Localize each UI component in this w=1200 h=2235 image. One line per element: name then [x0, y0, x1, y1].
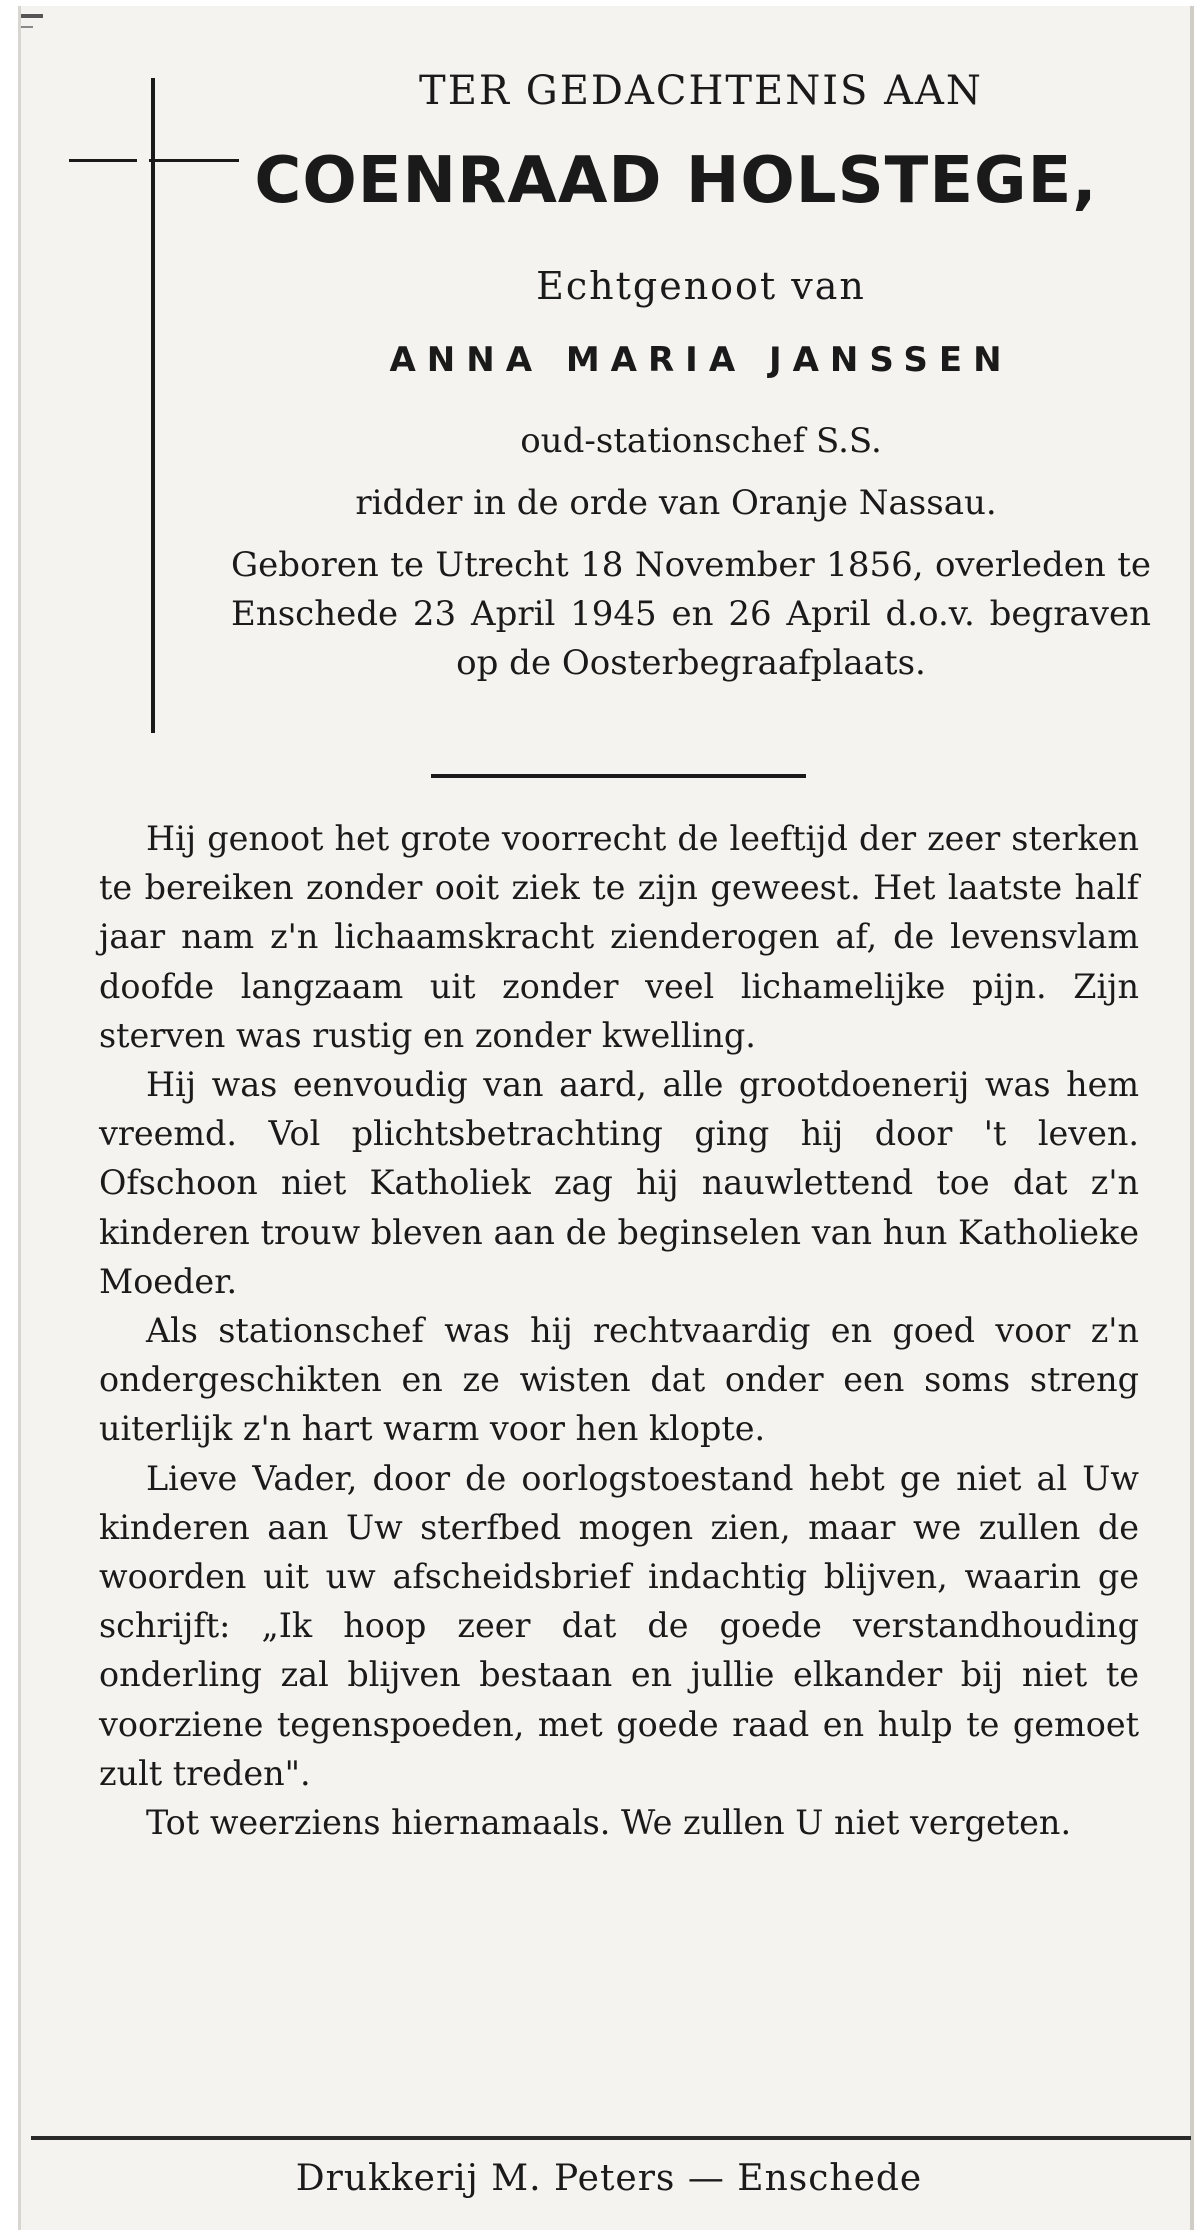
- deceased-name: COENRAAD HOLSTEGE,: [254, 144, 1098, 218]
- scan-edge-mark: [21, 26, 33, 28]
- memorial-card: [18, 6, 1194, 2230]
- cross-joint: [137, 156, 149, 165]
- title-line: oud-stationschef S.S.: [520, 421, 882, 461]
- spouse-name: ANNA MARIA JANSSEN: [389, 340, 1013, 380]
- printer-credit: Drukkerij M. Peters — Enschede: [295, 2158, 923, 2199]
- paragraph: Als stationschef was hij rechtvaardig en goed voor z'n ondergeschikten en ze wisten dat onder een soms streng uiterlijk z'n hart warm voor hen klopte.: [99, 1311, 1139, 1449]
- section-divider: [431, 774, 806, 778]
- footer-divider: [31, 2136, 1191, 2140]
- spouse-label: Echtgenoot van: [536, 264, 866, 308]
- paragraph: Lieve Vader, door de oorlogstoestand hebt ge niet al Uw kinderen aan Uw sterfbed mogen zien, maar we zullen de woorden uit uw afscheidsbrief indachtig blijven, waarin ge schrijft: „Ik hoop zeer dat de goede verstandhouding onderling zal blijven bestaan en jullie elkander bij niet te voorziene tegenspoeden, met goede raad en hulp te gemoet zult treden".: [99, 1458, 1139, 1793]
- paragraph: Hij genoot het grote voorrecht de leeftijd der zeer sterken te bereiken zonder ooit ziek te zijn geweest. Het laatste half jaar nam z'n lichaamskracht zienderogen af, de levensvlam doofde langzaam uit zonder veel lichamelijke pijn. Zijn sterven was rustig en zonder kwelling.: [99, 819, 1139, 1055]
- scan-edge-mark: [21, 14, 43, 18]
- cross-vertical-beam: [151, 78, 155, 733]
- order-line: ridder in de orde van Oranje Nassau.: [355, 483, 997, 523]
- paragraph: Hij was eenvoudig van aard, alle grootdoenerij was hem vreemd. Vol plichtsbetrachting ging hij door 't leven. Ofschoon niet Katholiek zag hij nauwlettend toe dat z'n kinderen trouw bleven aan de beginselen van hun Katholieke Moeder.: [99, 1065, 1139, 1301]
- paragraph: Tot weerziens hiernamaals. We zullen U niet vergeten.: [146, 1803, 1072, 1843]
- birth-death-text: Geboren te Utrecht 18 November 1856, overleden te Enschede 23 April 1945 en 26 April d.o.v. begraven op de Oosterbegraafplaats.: [231, 545, 1151, 683]
- memorial-text: [99, 814, 1139, 1847]
- header-line: TER GEDACHTENIS AAN: [419, 68, 983, 114]
